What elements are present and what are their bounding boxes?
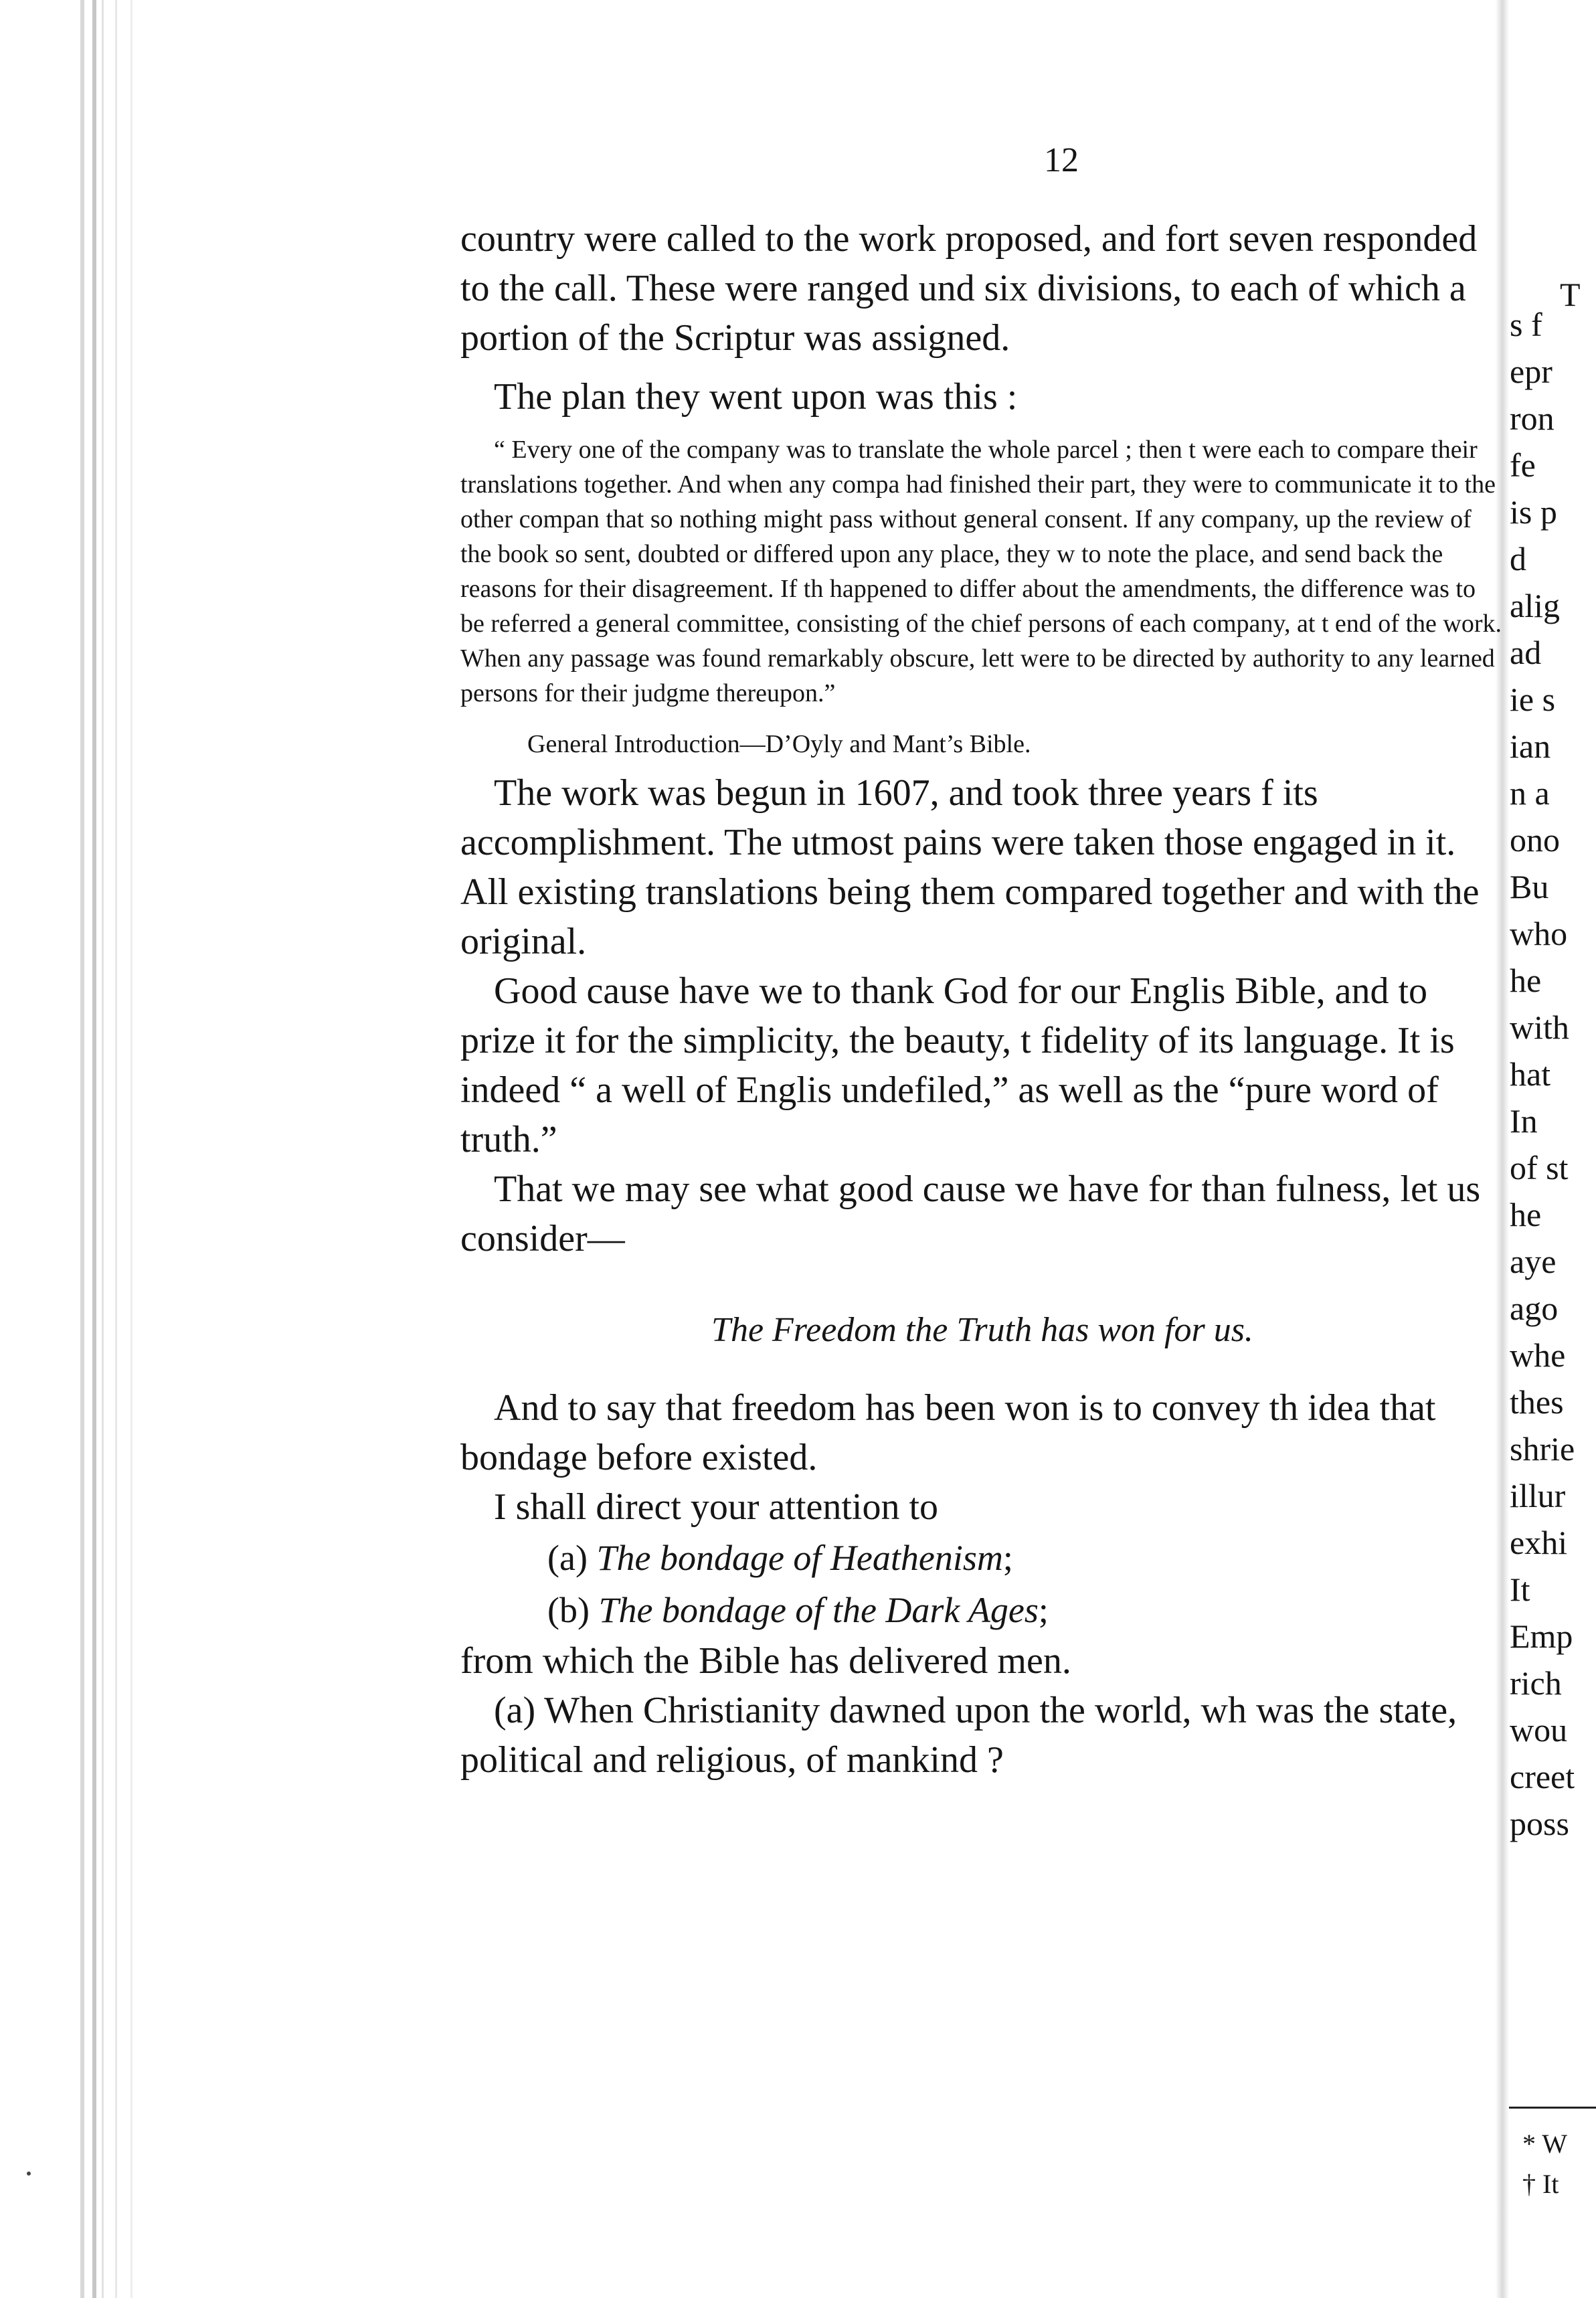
- list-text: The bondage of Heathenism: [596, 1538, 1003, 1578]
- adjacent-page-fragment: ad: [1510, 634, 1542, 671]
- paragraph: Good cause have we to thank God for our Englis Bible, and to prize it for the simplicity, the beauty, t fidelity of its language. It is indeed “ a well of Englis undefiled,” as well as the “pure word of truth.”: [460, 970, 1455, 1160]
- adjacent-page-fragment: shrie: [1510, 1430, 1575, 1468]
- paragraph: That we may see what good cause we have for than fulness, let us consider—: [460, 1168, 1481, 1259]
- adjacent-page-fragment: with: [1510, 1008, 1569, 1046]
- adjacent-page-fragment: epr: [1510, 353, 1553, 390]
- adjacent-page-fragment: T: [1560, 276, 1581, 313]
- adjacent-page-fragment: In: [1510, 1102, 1538, 1140]
- page-number: 12: [1044, 141, 1079, 179]
- adjacent-page-fragment: rich: [1510, 1664, 1562, 1702]
- list-label: (a): [547, 1538, 588, 1578]
- page-edge-shadow: [130, 0, 132, 2298]
- adjacent-page-fragment: ago: [1510, 1290, 1559, 1327]
- page-edge-shadow: [80, 0, 84, 2298]
- quote-source: General Introduction—D’Oyly and Mant’s Bible.: [527, 730, 1031, 758]
- adjacent-page-fragment: he: [1510, 1196, 1542, 1233]
- adjacent-page-fragment: whe: [1510, 1336, 1566, 1374]
- list-text: The bondage of the Dark Ages: [598, 1590, 1039, 1630]
- adjacent-page-fragment: Emp: [1510, 1617, 1573, 1655]
- adjacent-page-fragment: d: [1510, 540, 1526, 578]
- footnote-fragment: † It: [1522, 2169, 1559, 2199]
- adjacent-page-fragment: It: [1510, 1571, 1530, 1608]
- adjacent-page-fragment: Bu: [1510, 868, 1549, 905]
- page-edge-shadow: [102, 0, 104, 2298]
- paragraph: country were called to the work proposed, and fort seven responded to the call. These were ranged und six divisions, to each of which a portion of the Scriptur was assigned.: [460, 218, 1478, 359]
- footnote-fragment: * W: [1522, 2129, 1568, 2159]
- adjacent-page-fragment: who: [1510, 915, 1568, 952]
- adjacent-page-column: [1506, 254, 1596, 1847]
- footnote-rule: [1509, 2107, 1596, 2109]
- paragraph: And to say that freedom has been won is to convey th idea that bondage before existed.: [460, 1387, 1436, 1478]
- adjacent-page-fragment: ono: [1510, 821, 1560, 859]
- scan-speck: [27, 2172, 31, 2176]
- adjacent-page-fragment: s f: [1510, 306, 1542, 343]
- paragraph: The work was begun in 1607, and took three years f its accomplishment. The utmost pains were taken those engaged in it. All existing translations being them compared together and with the original.: [460, 772, 1480, 962]
- adjacent-page-fragment: poss: [1510, 1805, 1569, 1842]
- page-edge-shadow: [92, 0, 96, 2298]
- adjacent-page-fragment: ie s: [1510, 681, 1556, 718]
- main-text-column: [460, 134, 1504, 1785]
- adjacent-page-fragment: aye: [1510, 1243, 1557, 1280]
- list-item: [547, 1532, 1504, 1584]
- adjacent-page-fragment: fe: [1510, 446, 1536, 484]
- list-suffix: ;: [1002, 1538, 1013, 1578]
- adjacent-page-fragment: is p: [1510, 493, 1557, 531]
- adjacent-page-fragment: wou: [1510, 1711, 1568, 1749]
- section-heading: The Freedom the Truth has won for us.: [711, 1311, 1253, 1349]
- paragraph: from which the Bible has delivered men.: [460, 1640, 1071, 1682]
- adjacent-page-fragment: of st: [1510, 1149, 1569, 1186]
- adjacent-page-fragment: hat: [1510, 1055, 1551, 1093]
- paragraph: (a) When Christianity dawned upon the world, wh was the state, political and religious, of mankind ?: [460, 1690, 1457, 1781]
- adjacent-page-fragment: alig: [1510, 587, 1560, 624]
- adjacent-page-fragment: thes: [1510, 1383, 1564, 1421]
- list-suffix: ;: [1038, 1590, 1049, 1630]
- list-item: [547, 1584, 1504, 1636]
- adjacent-page-fragment: ron: [1510, 400, 1555, 437]
- adjacent-page-fragment: illur: [1510, 1477, 1566, 1514]
- adjacent-page-fragment: n a: [1510, 774, 1550, 812]
- adjacent-page-fragment: ian: [1510, 727, 1551, 765]
- list-label: (b): [547, 1590, 590, 1630]
- paragraph: I shall direct your attention to: [494, 1486, 939, 1528]
- block-quote: “ Every one of the company was to translate the whole parcel ; then t were each to compare their translations together. And when any compa had finished their part, they were to communicate it to the other compan that so nothing might pass without general consent. If any company, up the review of the book so sent, doubted or differed upon any place, they w to note the place, and send back the reasons for their disagreement. If th happened to differ about the amendments, the difference was to be referred a general committee, consisting of the chief persons of each company, at t end of the work. When any passage was found remarkably obscure, lett were to be directed by authority to any learned persons for their judgme thereupon.”: [460, 436, 1502, 707]
- adjacent-page-fragment: creet: [1510, 1758, 1575, 1795]
- paragraph: The plan they went upon was this :: [494, 376, 1018, 418]
- page-edge-shadow: [115, 0, 117, 2298]
- adjacent-page-fragment: exhi: [1510, 1524, 1568, 1561]
- adjacent-page-fragment: he: [1510, 962, 1542, 999]
